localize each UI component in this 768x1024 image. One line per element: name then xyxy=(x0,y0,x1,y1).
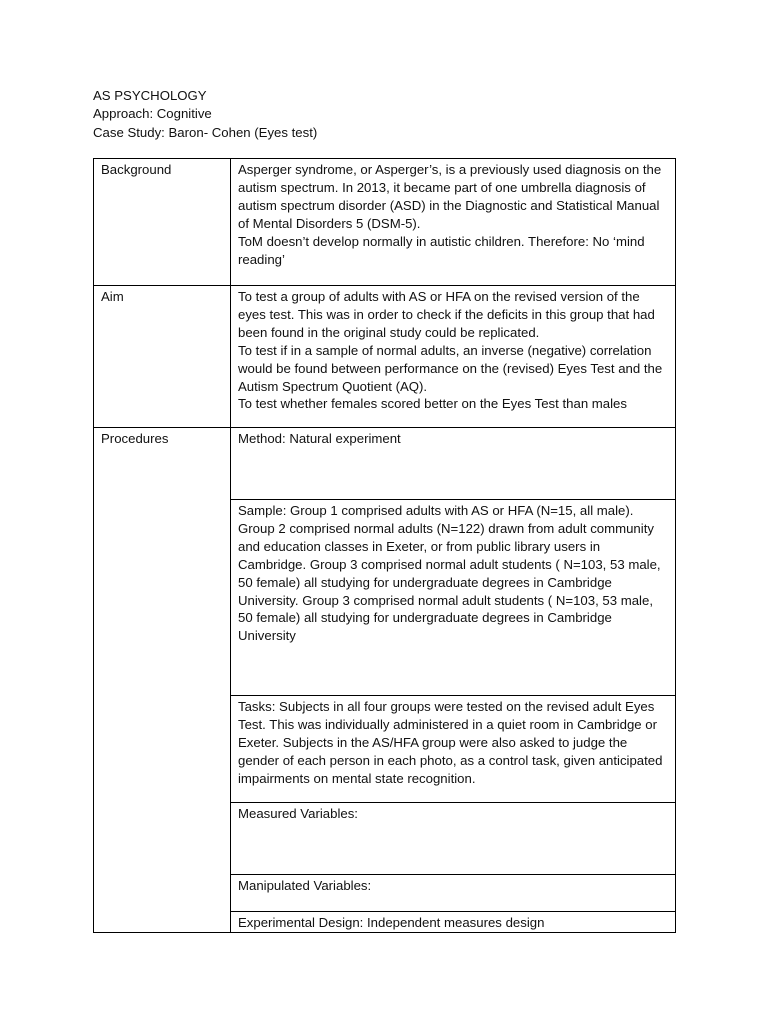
approach-line: Approach: Cognitive xyxy=(93,106,212,122)
background-label: Background xyxy=(94,159,231,286)
tasks-text: Tasks: Subjects in all four groups were tested on the revised adult Eyes Test. This was individually administered in a quiet room in Cambridge or Exeter. Subjects in the AS/HFA group were also asked to judge the gender of each person in each photo, as a control task, given anticipated impairments on mental state recognition. xyxy=(231,696,676,803)
table-row-method xyxy=(94,428,676,500)
table-row-background xyxy=(94,159,676,286)
method-text: Method: Natural experiment xyxy=(231,428,676,500)
aim-label: Aim xyxy=(94,286,231,428)
procedures-label: Procedures xyxy=(94,428,231,933)
aim-text: To test a group of adults with AS or HFA on the revised version of the eyes test. This was in order to check if the deficits in this group that had been found in the original study could be replicated. To test if in a sample of normal adults, an inverse (negative) correlation would be found between performance on the (revised) Eyes Test and the Autism Spectrum Quotient (AQ). To test whether females scored better on the Eyes Test than males xyxy=(231,286,676,428)
sample-text: Sample: Group 1 comprised adults with AS or HFA (N=15, all male). Group 2 comprised normal adults (N=122) drawn from adult community and education classes in Exeter, or from public library users in Cambridge. Group 3 comprised normal adult students ( N=103, 53 male, 50 female) all studying for undergraduate degrees in Cambridge University. Group 3 comprised normal adult students ( N=103, 53 male, 50 female) all studying for undergraduate degrees in Cambridge University xyxy=(231,500,676,696)
table-row-aim xyxy=(94,286,676,428)
case-study-table xyxy=(93,158,676,933)
document-header xyxy=(93,87,317,142)
manipulated-variables-text: Manipulated Variables: xyxy=(231,875,676,912)
experimental-design-text: Experimental Design: Independent measures design xyxy=(231,912,676,933)
measured-variables-text: Measured Variables: xyxy=(231,803,676,875)
subject-title: AS PSYCHOLOGY xyxy=(93,88,207,103)
background-text: Asperger syndrome, or Asperger’s, is a previously used diagnosis on the autism spectrum. In 2013, it became part of one umbrella diagnosis of autism spectrum disorder (ASD) in the Diagnostic and Statistical Manual of Mental Disorders 5 (DSM-5). ToM doesn’t develop normally in autistic children. Therefore: No ‘mind reading’ xyxy=(231,159,676,286)
case-study-line: Case Study: Baron- Cohen (Eyes test) xyxy=(93,124,318,140)
